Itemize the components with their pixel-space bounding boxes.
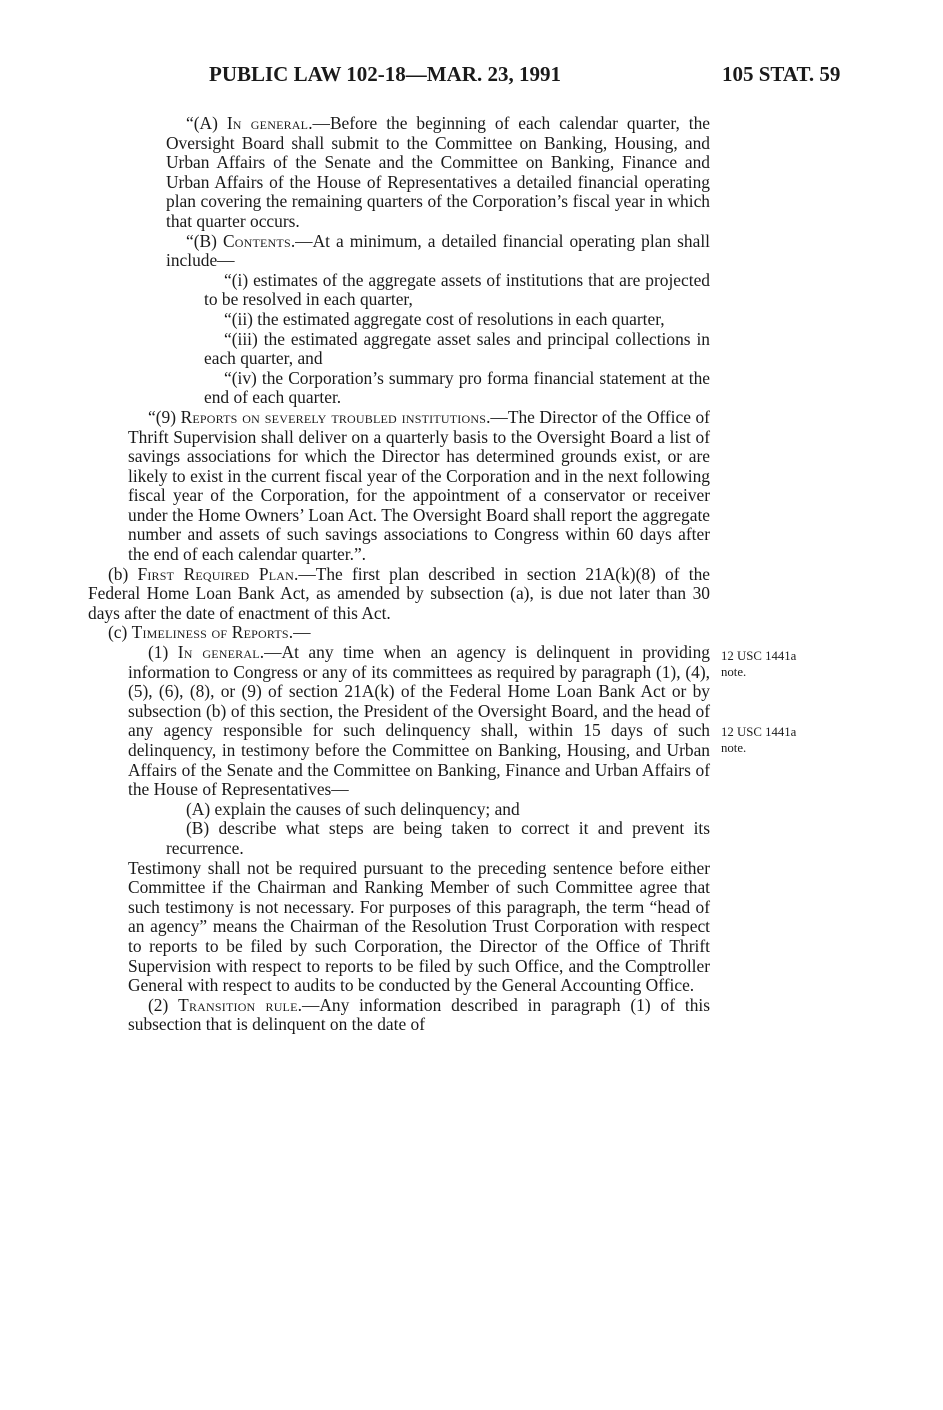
running-head: PUBLIC LAW 102-18—MAR. 23, 1991 bbox=[209, 62, 561, 86]
clause-iv: “(iv) the Corporation’s summary pro forma financial statement at the end of each quarter. bbox=[204, 367, 710, 408]
heading-in-general: In general bbox=[226, 113, 309, 133]
heading-timeliness-of-reports: Timeliness of Reports bbox=[131, 622, 289, 643]
body-text bbox=[88, 114, 710, 1035]
paragraph-2-transition-rule: (2) Transition rule.—Any information described in paragraph (1) of this subsection that is delinquent on the date of bbox=[128, 994, 710, 1035]
subparagraph-a-explain: (A) explain the causes of such delinquency; and bbox=[186, 798, 520, 819]
paragraph-1-in-general: (1) In general.—At any time when an agency is delinquent in providing information to Congress or any of its committees as required by paragraph (1), (4), (5), (6), (8), or (9) of section 21A(k) of the Federal Home Loan Bank Act or by subsection (b) of this section, the President of the Oversight Board, and the head of any agency responsible for such delinquency shall, within 15 days of such delinquency, in testimony before the Committee on Banking, Housing, and Urban Affairs of the Senate and the Committee on Banking, Finance and Urban Affairs of the House of Representatives— bbox=[128, 642, 710, 800]
subsection-c-timeliness: (c) Timeliness of Reports.— bbox=[108, 622, 311, 643]
clause-ii: “(ii) the estimated aggregate cost of resolutions in each quarter, bbox=[224, 308, 665, 329]
heading-contents: Contents bbox=[222, 230, 291, 251]
heading-reports-on-troubled-institutions: Reports on severely troubled institutions bbox=[180, 406, 487, 427]
margin-note-1: 12 USC 1441a note. bbox=[721, 649, 797, 679]
clause-i: “(i) estimates of the aggregate assets of institutions that are projected to be resolved in each quarter, bbox=[204, 269, 710, 310]
subparagraph-b-describe: (B) describe what steps are being taken to correct it and prevent its recurrence. bbox=[166, 818, 710, 858]
paragraph-9-reports: “(9) Reports on severely troubled institutions.—The Director of the Office of Thrift Supervision shall deliver on a quarterly basis to the Oversight Board a list of savings associations for which the Director has determined grounds exist, or are likely to exist in the current fiscal year of the Corporation and in the next following fiscal year of the Corporation, for the appointment of a conservator or receiver under the Home Owners’ Loan Act. The Oversight Board shall report the aggregate number and assets of such savings associations to Congress within 60 days after the end of each calendar quarter.”. bbox=[128, 406, 710, 565]
heading-first-required-plan: First Required Plan bbox=[137, 563, 294, 584]
clause-iii: “(iii) the estimated aggregate asset sales and principal collections in each quarter, and bbox=[204, 328, 710, 369]
margin-note-2: 12 USC 1441a note. bbox=[721, 725, 797, 755]
subsection-b-first-required-plan: (b) First Required Plan.—The first plan described in section 21A(k)(8) of the Federal Home Loan Bank Act, as amended by subsection (a), is due not later than 30 days after the date of enactment of this Act. bbox=[88, 563, 710, 623]
page-number: 105 STAT. 59 bbox=[722, 62, 841, 86]
page-header bbox=[0, 62, 943, 92]
paragraph-testimony: Testimony shall not be required pursuant to the preceding sentence before either Committee if the Chairman and Ranking Member of such Committee agree that such testimony is not necessary. For purposes of this paragraph, the term “head of an agency” means the Chairman of the Resolution Trust Corporation with respect to reports to be filed by such Corporation, the Director of the Office of Thrift Supervision with respect to reports to be filed by such Office, and the Comptroller General with respect to audits to be conducted by the General Accounting Office. bbox=[128, 857, 710, 996]
paragraph-b-contents: “(B) Contents.—At a minimum, a detailed financial operating plan shall include— bbox=[166, 230, 711, 271]
heading-transition-rule: Transition rule bbox=[178, 994, 298, 1015]
paragraph-a-in-general: “(A) In general.—Before the beginning of each calendar quarter, the Oversight Board shall submit to the Committee on Banking, Housing, and Urban Affairs of the Senate and the Committee on Banking, Finance and Urban Affairs of the House of Representatives a detailed financial operating plan covering the remaining quarters of the Corporation’s fiscal year in which that quarter occurs. bbox=[166, 113, 710, 231]
heading-in-general-2: In general bbox=[177, 642, 260, 663]
